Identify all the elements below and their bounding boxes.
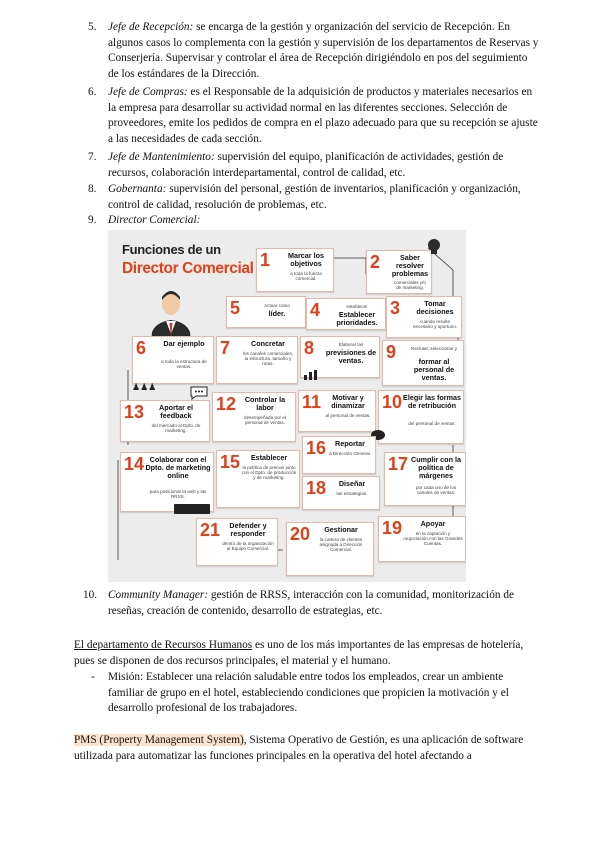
card-number: 11 (302, 392, 322, 412)
list-item-community-manager (83, 588, 540, 619)
function-card-7 (216, 336, 298, 384)
card-description: por cada uno de los canales de ventas. (415, 485, 457, 496)
role-description: supervisión del personal, gestión de inventarios, planificación y organización, control de calidad, resolución de problemas, etc. (108, 183, 521, 211)
card-number: 12 (216, 394, 237, 414)
role-name: Jefe de Mantenimiento: (108, 151, 215, 163)
card-title: previsiones de ventas. (325, 348, 377, 365)
list-number: 6. (88, 86, 97, 98)
card-title: Establecer prioridades. (336, 310, 378, 327)
card-number: 14 (124, 454, 145, 474)
function-card-1 (256, 248, 334, 292)
card-title: formar al personal de ventas. (413, 357, 455, 382)
list-item-gobernanta (88, 182, 540, 213)
card-description: desempeñada por el personal de ventas. (244, 415, 286, 426)
chat-bubble-icon (190, 386, 208, 400)
function-card-11 (298, 390, 376, 432)
list-number: 5. (88, 21, 97, 33)
card-title: Saber resolver problemas (391, 253, 429, 278)
rrhh-text: es uno de los más importantes de las empresas de hotelería, pues se disponen de dos recursos principales, el material y el humano. (74, 639, 524, 667)
function-card-16 (302, 436, 376, 474)
card-description: dentro de la organización al Equipo Comercial. (222, 541, 274, 552)
card-title: Establecer (250, 453, 288, 462)
role-name: Jefe de Compras: (108, 86, 188, 98)
card-number: 15 (220, 452, 241, 472)
mision-text: Misión: Establecer una relación saludable entre todos los empleados, crear un ambiente familiar de grupo en el hotel, estableciendo condiciones que propicien la motivación y el desarrollo profesional de los trabajadores. (108, 671, 509, 715)
role-name: Director Comercial: (108, 214, 201, 226)
card-number: 20 (290, 524, 311, 544)
director-comercial-infographic (108, 230, 466, 582)
card-description: la política de precios junto con el Dpto. de producción y de marketing. (241, 465, 297, 481)
pms-highlight: PMS (Property Management System) (74, 734, 244, 746)
lightbulb-icon (426, 238, 442, 256)
role-description: gestión de RRSS, interacción con la comunidad, monitorización de reseñas, creación de contenido, desarrollo de estrategias, etc. (108, 589, 514, 617)
card-title: Cumplir con la política de márgenes (411, 455, 461, 480)
card-number: 17 (388, 454, 409, 474)
card-number: 1 (260, 250, 271, 270)
function-card-10 (378, 390, 464, 444)
function-card-9 (382, 340, 464, 386)
card-title: Colaborar con el Dpto. de marketing online (145, 455, 211, 480)
role-name: Gobernanta: (108, 183, 167, 195)
role-description: se encarga de la gestión y organización del servicio de Recepción. En algunos casos lo complementa con la gestión y supervisión de los departamentos de Reservas y Conserjería. Supervisar y controlar el área de Recepción dirigiéndolo en pos del seguimiento de los estándares de la Dirección. (108, 21, 539, 80)
card-number: 19 (382, 518, 403, 538)
card-number: 7 (220, 338, 231, 358)
card-number: 18 (306, 478, 327, 498)
card-description: Elaborar las (338, 342, 364, 347)
pms-paragraph (74, 733, 540, 764)
card-description: del mercado al Dpto. de marketing. (151, 423, 201, 434)
card-number: 6 (136, 338, 147, 358)
bar-chart-icon (304, 370, 318, 380)
function-card-2 (366, 250, 432, 294)
card-description: Actuar como (264, 303, 290, 308)
list-item-director-comercial (88, 213, 540, 229)
card-title: Controlar la labor (244, 395, 286, 412)
card-title: Dar ejemplo (163, 339, 205, 348)
card-number: 21 (200, 520, 221, 540)
card-description: comerciales y/o de marketing. (394, 280, 426, 291)
list-item-jefe-mantenimiento (88, 150, 540, 181)
rrhh-paragraph (74, 638, 540, 669)
card-title: líder. (268, 309, 286, 318)
card-description: las estrategias. (336, 491, 368, 496)
card-number: 13 (124, 402, 145, 422)
role-description: es el Responsable de la adquisición de productos y materiales necesarios en la empresa para desarrollar su actividad normal en las diferentes secciones. Selección de proveedores, emite los pedidos de compra en el plazo adecuado para que su recepción se ajuste a las necesidades de cada sección. (108, 86, 538, 145)
function-card-13 (120, 400, 210, 442)
role-name: Jefe de Recepción: (108, 21, 194, 33)
card-title: Apoyar (420, 519, 446, 528)
card-title: Tomar decisiones (416, 299, 454, 316)
function-card-18 (302, 476, 380, 510)
card-title: Concretar (251, 339, 285, 348)
function-card-21 (196, 518, 278, 566)
rrhh-heading: El departamento de Recursos Humanos (74, 639, 253, 651)
list-item-jefe-compras (88, 85, 540, 147)
bullet-dash: - (91, 671, 95, 683)
card-number: 3 (390, 298, 401, 318)
card-title: Aportar el feedback (159, 403, 193, 420)
card-title: Diseñar (338, 479, 366, 488)
list-number: 10. (83, 589, 98, 601)
infographic-title-line2: Director Comercial (122, 260, 254, 277)
list-number: 8. (88, 183, 97, 195)
function-card-5 (226, 296, 306, 328)
card-number: 9 (386, 342, 397, 362)
card-description: del personal de ventas. (408, 421, 456, 426)
card-title: Gestionar (324, 525, 358, 534)
function-card-20 (286, 522, 374, 576)
role-name: Community Manager: (108, 589, 209, 601)
card-description: a Dirección General. (329, 451, 371, 456)
card-number: 5 (230, 298, 241, 318)
function-card-3 (386, 296, 462, 338)
role-description: supervisión del equipo, planificación de actividades, gestión de recursos, colaboración interdepartamental, control de calidad, etc. (108, 151, 504, 179)
function-card-19 (378, 516, 466, 562)
card-description: los canales comerciales, la estructura, tamaño y rutas. (242, 351, 294, 367)
function-card-14 (120, 452, 214, 512)
function-card-6 (132, 336, 214, 384)
function-card-4 (306, 298, 386, 330)
card-description: para posicionar la web y las RRSS. (149, 489, 207, 500)
card-description: al personal de ventas. (325, 413, 371, 418)
card-title: Elegir las formas de retribución (403, 393, 461, 410)
list-item-jefe-recepcion (88, 20, 540, 82)
card-description: establecer (346, 304, 368, 309)
function-card-15 (216, 450, 300, 508)
list-number: 7. (88, 151, 97, 163)
card-description: a toda la fuerza comercial. (290, 271, 322, 282)
team-people-icon: ♟♟♟ (132, 382, 157, 392)
card-description: Reclutar, seleccionar y (410, 346, 458, 351)
card-number: 8 (304, 338, 315, 358)
keyboard-icon (174, 504, 210, 514)
card-title: Marcar los objetivos (288, 251, 324, 268)
card-description: cuando resulte necesario y oportuno. (412, 319, 458, 330)
card-title: Motivar y dinamizar (331, 393, 365, 410)
card-number: 2 (370, 252, 381, 272)
card-number: 16 (306, 438, 327, 458)
card-title: Reportar (335, 439, 365, 448)
card-description: la cartera de clientes asignada a Dirección Comercial. (319, 537, 363, 553)
card-number: 4 (310, 300, 321, 320)
function-card-17 (384, 452, 466, 506)
card-description: en la captación y negociación con las Grandes Cuentas. (403, 531, 463, 547)
card-description: a toda la estructura de ventas. (161, 359, 207, 370)
pms-text: , Sistema Operativo de Gestión, es una aplicación de software utilizada para automatizar las funciones principales en la operativa del hotel afectando a (74, 734, 524, 762)
card-title: Defender y responder (229, 521, 267, 538)
list-number: 9. (88, 214, 97, 226)
infographic-title-line1: Funciones de un (122, 242, 221, 257)
card-number: 10 (382, 392, 403, 412)
function-card-12 (212, 392, 296, 442)
